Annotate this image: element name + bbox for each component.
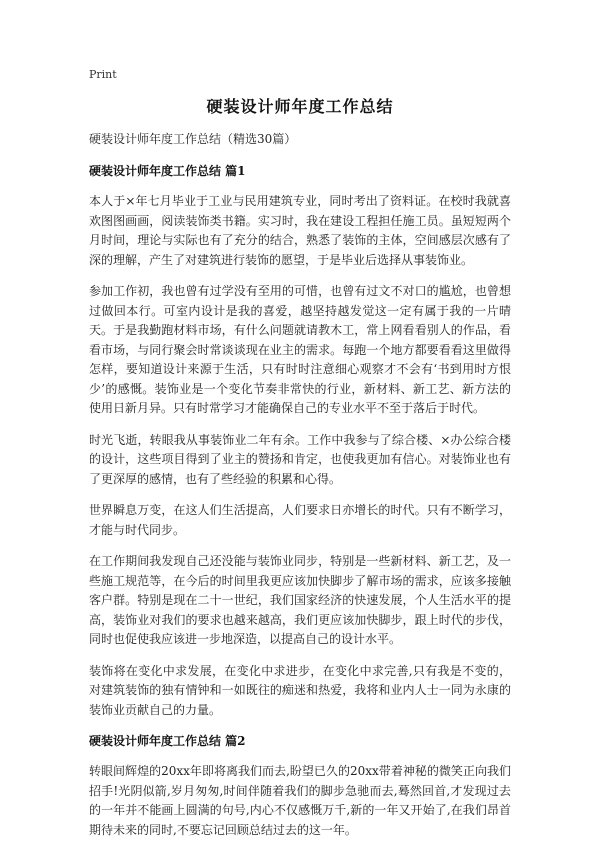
paragraph: 本人于×年七月毕业于工业与民用建筑专业，同时考出了资料证。在校时我就喜欢图图画画，阅读装饰类书籍。实习时，我在建设工程担任施工员。虽短短两个月时间，理论与实际也有了充分的结合，熟悉了装饰的主体，空间感层次感有了深的理解，产生了对建筑进行装饰的愿望，于是毕业后选择从事装饰业。 [89, 194, 511, 267]
paragraph: 世界瞬息万变，在这人们生活提高，人们要求日亦增长的时代。只有不断学习，才能与时代同步。 [89, 503, 511, 537]
document-body [89, 130, 511, 852]
paragraph: 参加工作初，我也曾有过学没有至用的可惜，也曾有过文不对口的尴尬，也曾想过做回本行。可室内设计是我的喜爱，越坚持越发觉这一定有属于我的一片晴天。于是我勤跑材料市场，有什么问题就请教木工，常上网看看别人的作品，看看市场，与同行聚会时常谈谈现在业主的需求。每跑一个地方都要看看这里做得怎样，要知道设计来源于生活，只有时时注意细心观察才不会有‘书到用时方恨少’的感慨。装饰业是一个变化节奏非常快的行业，新材料、新工艺、新方法的使用日新月异。只有时常学习才能确保自己的专业水平不至于落后于时代。 [89, 284, 511, 415]
section-heading-1: 硬装设计师年度工作总结 篇1 [89, 164, 246, 178]
print-label[interactable]: Print [89, 68, 117, 81]
paragraph: 时光飞逝，转眼我从事装饰业二年有余。工作中我参与了综合楼、×办公综合楼的设计，这些项目得到了业主的赞扬和肯定，也使我更加有信心。对装饰业也有了更深厚的感情，也有了些经验的积累和心得。 [89, 432, 511, 486]
paragraph: 在工作期间我发现自己还没能与装饰业同步，特别是一些新材料、新工艺，及一些施工规范等，在今后的时间里我更应该加快脚步了解市场的需求，应该多接触客户群。特别是现在二十一世纪，我们国家经济的快速发展，个人生活水平的提高，装饰业对我们的要求也越来越高，我们更应该加快脚步，跟上时代的步伐，同时也促使我应该进一步地深造，以提高自己的设计水平。 [89, 554, 511, 646]
section-heading-2: 硬装设计师年度工作总结 篇2 [89, 734, 246, 748]
paragraph: 转眼间辉煌的20xx年即将离我们而去,盼望已久的20xx带着神秘的微笑正向我们招手!光阴似箭,岁月匆匆,时间伴随着我们的脚步急驰而去,蓦然回首,才发现过去的一年并不能画上圆满的句号,内心不仅感慨万千,新的一年又开始了,在我们昂首期待未来的同时,不要忘记回顾总结过去的这一年。 [89, 764, 511, 837]
page-title: 硬装设计师年度工作总结 [206, 97, 394, 116]
paragraph: 装饰将在变化中求发展，在变化中求进步，在变化中求完善,只有我是不变的，对建筑装饰的独有情钟和一如既往的痴迷和热爱，我将和业内人士一同为永康的装饰业贡献自己的力量。 [89, 663, 511, 717]
document-subtitle: 硬装设计师年度工作总结（精选30篇） [89, 132, 297, 146]
